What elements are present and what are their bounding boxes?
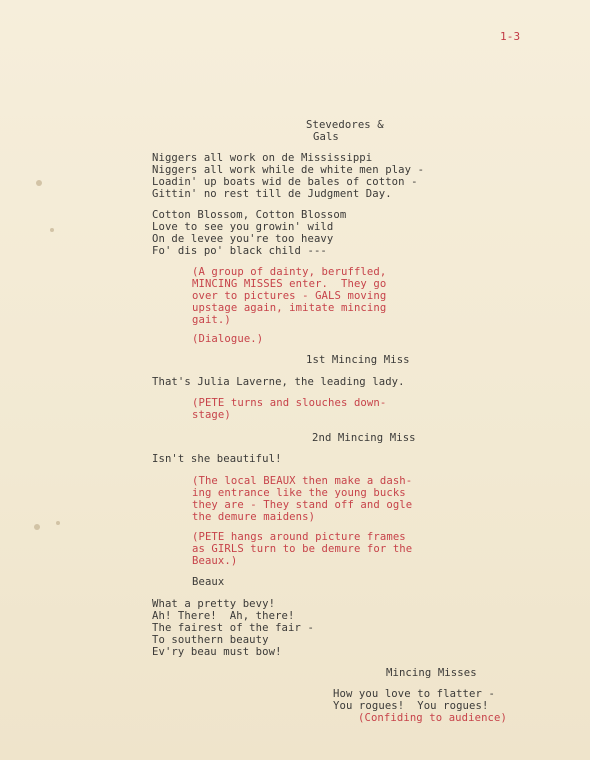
speaker-beaux: Beaux bbox=[192, 576, 225, 588]
heading-line-2: Gals bbox=[313, 131, 339, 143]
verse2-line-2: Love to see you growin' wild bbox=[152, 221, 334, 233]
page-number: 1-3 bbox=[500, 30, 521, 43]
heading-line-1: Stevedores & bbox=[306, 119, 384, 131]
punch-hole-mark bbox=[56, 521, 60, 525]
verse3-line-4: To southern beauty bbox=[152, 634, 269, 646]
verse2-line-1: Cotton Blossom, Cotton Blossom bbox=[152, 209, 347, 221]
verse1-line-4: Gittin' no rest till de Judgment Day. bbox=[152, 188, 392, 200]
stage-direction-1-line-2: MINCING MISSES enter. They go bbox=[192, 278, 387, 290]
verse4-line-1: How you love to flatter - bbox=[333, 688, 495, 700]
stage-direction-1-line-4: upstage again, imitate mincing bbox=[192, 302, 387, 314]
punch-hole-mark bbox=[36, 180, 42, 186]
stage-direction-5-line-1: (PETE hangs around picture frames bbox=[192, 531, 406, 543]
verse1-line-1: Niggers all work on de Mississippi bbox=[152, 152, 373, 164]
stage-direction-4-line-2: ing entrance like the young bucks bbox=[192, 487, 406, 499]
dialogue-line-1: That's Julia Laverne, the leading lady. bbox=[152, 376, 405, 388]
verse3-line-2: Ah! There! Ah, there! bbox=[152, 610, 295, 622]
speaker-mincing-misses: Mincing Misses bbox=[386, 667, 477, 679]
verse4-line-2: You rogues! You rogues! bbox=[333, 700, 489, 712]
stage-direction-4-line-1: (The local BEAUX then make a dash- bbox=[192, 475, 413, 487]
punch-hole-mark bbox=[34, 524, 40, 530]
stage-direction-6: (Confiding to audience) bbox=[358, 712, 507, 724]
verse1-line-2: Niggers all work while de white men play - bbox=[152, 164, 425, 176]
stage-direction-4-line-3: they are - They stand off and ogle bbox=[192, 499, 413, 511]
punch-hole-mark bbox=[50, 228, 54, 232]
verse3-line-5: Ev'ry beau must bow! bbox=[152, 646, 282, 658]
verse3-line-3: The fairest of the fair - bbox=[152, 622, 314, 634]
verse1-line-3: Loadin' up boats wid de bales of cotton - bbox=[152, 176, 418, 188]
stage-direction-4-line-4: the demure maidens) bbox=[192, 511, 316, 523]
verse2-line-4: Fo' dis po' black child --- bbox=[152, 245, 327, 257]
stage-direction-5-line-3: Beaux.) bbox=[192, 555, 238, 567]
stage-direction-2: (Dialogue.) bbox=[192, 333, 264, 345]
speaker-2nd-mincing-miss: 2nd Mincing Miss bbox=[312, 432, 416, 444]
stage-direction-3-line-2: stage) bbox=[192, 409, 231, 421]
stage-direction-1-line-5: gait.) bbox=[192, 314, 231, 326]
verse3-line-1: What a pretty bevy! bbox=[152, 598, 276, 610]
stage-direction-1-line-1: (A group of dainty, beruffled, bbox=[192, 266, 387, 278]
stage-direction-3-line-1: (PETE turns and slouches down- bbox=[192, 397, 387, 409]
dialogue-line-2: Isn't she beautiful! bbox=[152, 453, 282, 465]
stage-direction-5-line-2: as GIRLS turn to be demure for the bbox=[192, 543, 413, 555]
verse2-line-3: On de levee you're too heavy bbox=[152, 233, 334, 245]
speaker-1st-mincing-miss: 1st Mincing Miss bbox=[306, 354, 410, 366]
stage-direction-1-line-3: over to pictures - GALS moving bbox=[192, 290, 387, 302]
